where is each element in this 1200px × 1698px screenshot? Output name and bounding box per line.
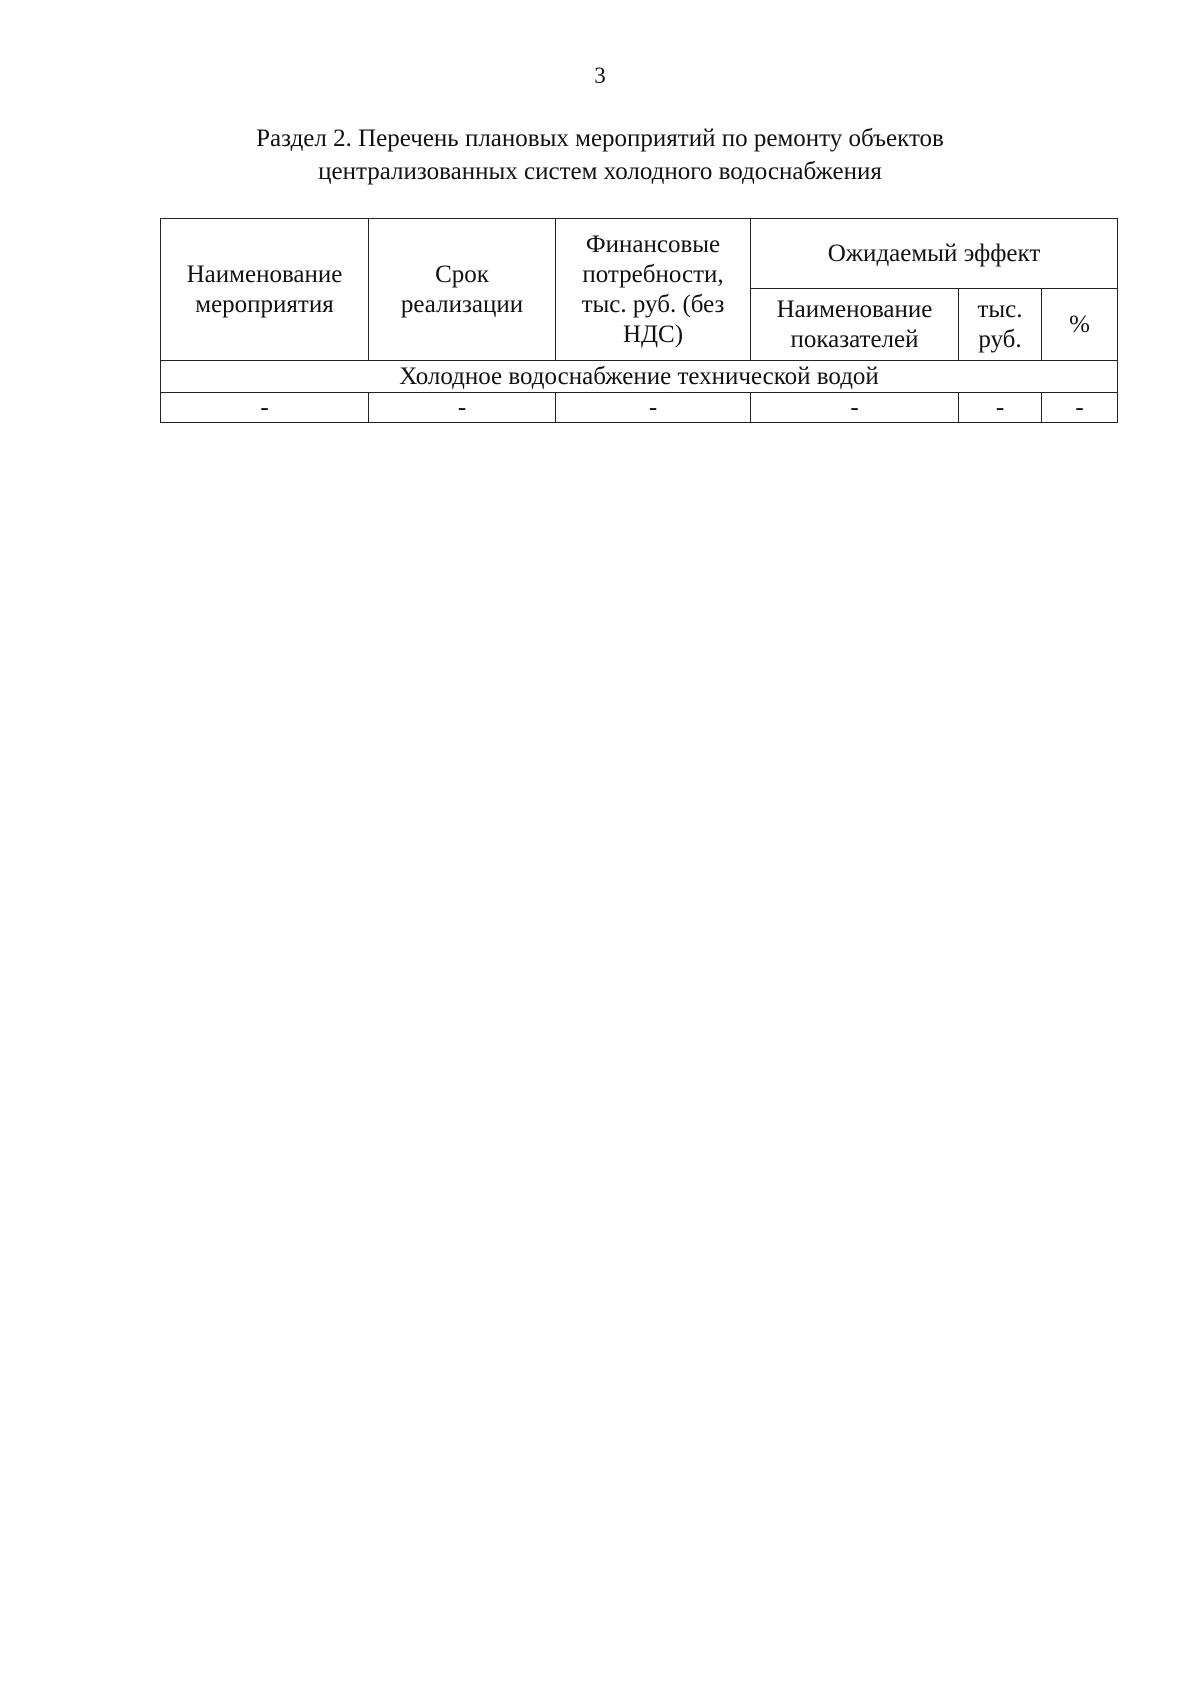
table-cell: - — [959, 393, 1042, 423]
group-title: Холодное водоснабжение технической водой — [161, 361, 1118, 393]
table-cell: - — [751, 393, 959, 423]
group-row — [161, 361, 1118, 393]
header-financial-needs: Финансовые потребности, тыс. руб. (без НДС) — [556, 219, 751, 361]
page-number: 3 — [594, 63, 606, 88]
table-cell: - — [556, 393, 751, 423]
header-term: Срок реализации — [369, 219, 556, 361]
section-title-line-1: Раздел 2. Перечень плановых мероприятий по ремонту объектов — [256, 125, 944, 152]
planned-events-table — [160, 218, 1118, 423]
header-expected-effect: Ожидаемый эффект — [751, 219, 1118, 289]
header-percent: % — [1042, 289, 1118, 361]
table-cell: - — [369, 393, 556, 423]
table-cell: - — [1042, 393, 1118, 423]
header-thousand-rub: тыс. руб. — [959, 289, 1042, 361]
section-title-line-2: централизованных систем холодного водоснабжения — [318, 158, 882, 185]
header-event-name: Наименование мероприятия — [161, 219, 369, 361]
section-title — [0, 122, 1200, 188]
header-indicator-name: Наименование показателей — [751, 289, 959, 361]
table-cell: - — [161, 393, 369, 423]
header-row-1 — [161, 219, 1118, 289]
table-row — [161, 393, 1118, 423]
